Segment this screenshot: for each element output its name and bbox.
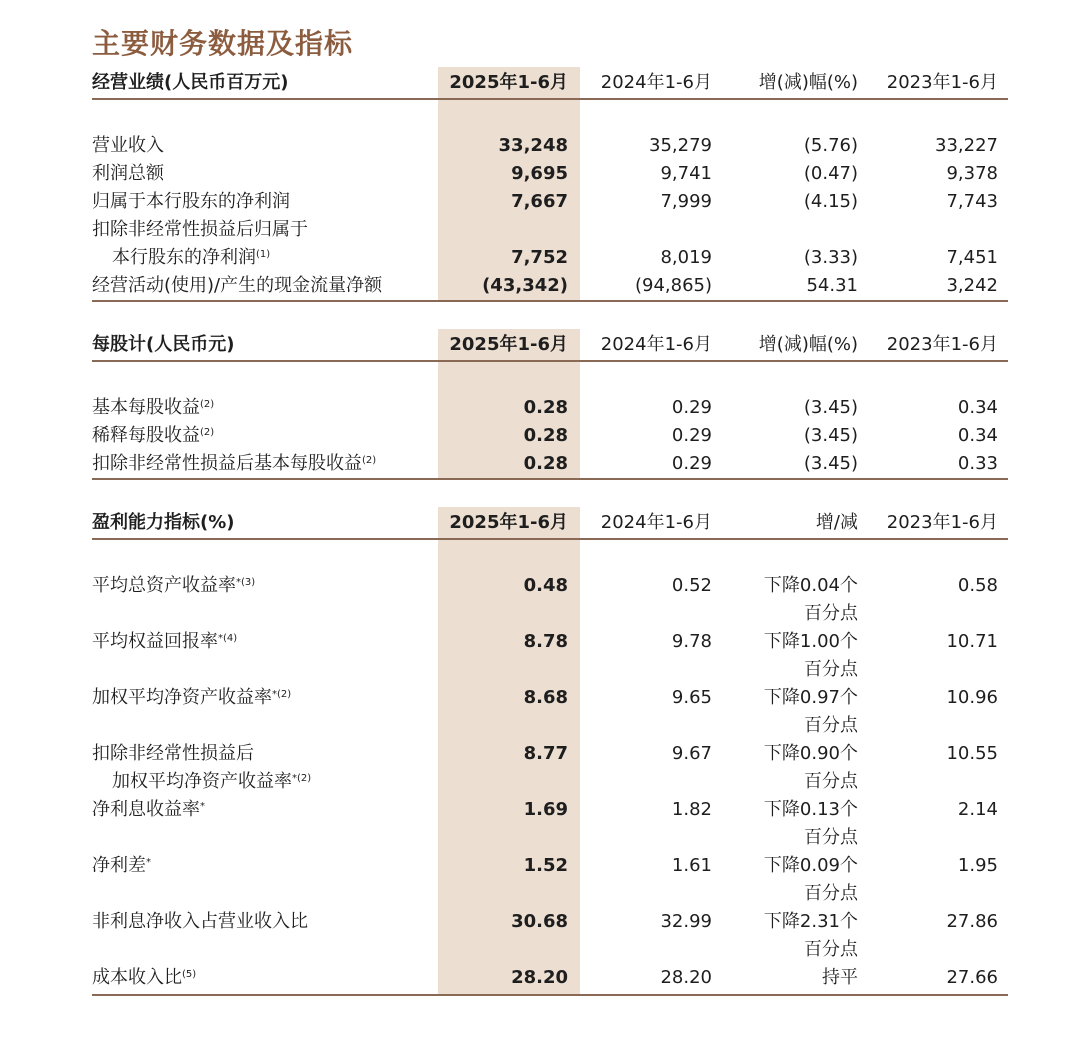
table-row <box>0 880 1080 908</box>
row-label <box>92 450 376 478</box>
value-change: (0.47) <box>803 163 858 184</box>
value-change: (4.15) <box>803 191 858 212</box>
value-change-unit: 百分点 <box>804 827 858 848</box>
value-2025: 0.28 <box>523 425 568 446</box>
row-label: 利润总额 <box>92 163 164 184</box>
value-2024: 9.78 <box>671 631 712 652</box>
header-col-2023: 2023年1-6月 <box>886 334 998 355</box>
value-2023: 9,378 <box>946 163 998 184</box>
row-label <box>92 684 291 712</box>
table-row <box>0 422 1080 450</box>
header-label: 盈利能力指标(%) <box>92 512 235 533</box>
footnote-ref: *(4) <box>218 633 238 644</box>
section-header-profitability <box>0 509 1080 537</box>
table-row <box>0 684 1080 712</box>
table-row <box>0 796 1080 824</box>
table-row <box>0 160 1080 188</box>
value-2025: 30.68 <box>511 911 568 932</box>
table-row <box>0 450 1080 478</box>
value-2023: 7,743 <box>946 191 998 212</box>
value-2024: 35,279 <box>649 135 712 156</box>
value-change: 下降0.04个 <box>763 575 858 596</box>
value-change: (3.45) <box>803 453 858 474</box>
value-2025: 0.28 <box>523 397 568 418</box>
row-label <box>92 852 151 880</box>
row-label <box>92 628 237 656</box>
value-change: (5.76) <box>803 135 858 156</box>
header-col-2025: 2025年1-6月 <box>449 512 568 533</box>
row-label <box>92 422 214 450</box>
value-2023: 3,242 <box>946 275 998 296</box>
row-label <box>92 964 196 992</box>
value-2025: 8.68 <box>523 687 568 708</box>
row-label-text: 基本每股收益 <box>92 397 200 418</box>
value-2025: 0.28 <box>523 453 568 474</box>
value-change-unit: 百分点 <box>804 659 858 680</box>
header-col-2023: 2023年1-6月 <box>886 512 998 533</box>
row-label <box>92 394 214 422</box>
value-2023: 27.66 <box>946 967 998 988</box>
section-header-operating <box>0 69 1080 97</box>
header-label: 经营业绩(人民币百万元) <box>92 72 289 93</box>
footnote-ref: (2) <box>200 427 215 438</box>
footnote-ref: *(3) <box>236 577 256 588</box>
row-label-text: 净利息收益率 <box>92 799 200 820</box>
row-label-text: 成本收入比 <box>92 967 182 988</box>
footnote-ref: * <box>146 857 151 868</box>
header-col-2025: 2025年1-6月 <box>449 334 568 355</box>
table-row <box>0 600 1080 628</box>
table-row <box>0 244 1080 272</box>
value-2024: 7,999 <box>660 191 712 212</box>
value-2023: 0.33 <box>957 453 998 474</box>
table-row <box>0 852 1080 880</box>
row-label-text: 稀释每股收益 <box>92 425 200 446</box>
value-2024: 0.52 <box>671 575 712 596</box>
value-2024: 28.20 <box>660 967 712 988</box>
row-label-text: 平均总资产收益率 <box>92 575 236 596</box>
value-2025: 1.52 <box>523 855 568 876</box>
table-row <box>0 272 1080 300</box>
value-2023: 27.86 <box>946 911 998 932</box>
value-2024: 1.82 <box>671 799 712 820</box>
value-2023: 7,451 <box>946 247 998 268</box>
table-row <box>0 394 1080 422</box>
value-2023: 0.34 <box>957 425 998 446</box>
footnote-ref: *(2) <box>292 773 312 784</box>
table-row <box>0 188 1080 216</box>
row-label: 非利息净收入占营业收入比 <box>92 911 308 932</box>
value-change-unit: 百分点 <box>804 883 858 904</box>
value-2023: 1.95 <box>957 855 998 876</box>
row-label-text: 加权平均净资产收益率 <box>92 687 272 708</box>
value-2025: 7,667 <box>511 191 568 212</box>
section-divider <box>92 478 1008 480</box>
value-2024: 9.65 <box>671 687 712 708</box>
row-label-text: 本行股东的净利润 <box>112 247 256 268</box>
value-change: (3.45) <box>803 397 858 418</box>
value-2025: (43,342) <box>482 275 568 296</box>
value-2023: 10.55 <box>946 743 998 764</box>
header-label: 每股计(人民币元) <box>92 334 235 355</box>
header-col-2025: 2025年1-6月 <box>449 72 568 93</box>
value-change: 下降0.13个 <box>763 799 858 820</box>
row-label-text: 扣除非经常性损益后基本每股收益 <box>92 453 362 474</box>
value-2025: 8.77 <box>523 743 568 764</box>
header-col-change: 增(减)幅(%) <box>758 334 858 355</box>
footnote-ref: * <box>200 801 205 812</box>
row-label: 营业收入 <box>92 135 164 156</box>
value-2023: 2.14 <box>957 799 998 820</box>
value-2023: 33,227 <box>935 135 998 156</box>
value-change: 下降0.09个 <box>763 855 858 876</box>
table-row <box>0 132 1080 160</box>
row-label <box>92 572 255 600</box>
row-label: 扣除非经常性损益后 <box>92 743 254 764</box>
row-label: 扣除非经常性损益后归属于 <box>92 219 308 240</box>
value-change-unit: 百分点 <box>804 603 858 624</box>
value-2025: 9,695 <box>511 163 568 184</box>
row-label: 经营活动(使用)/产生的现金流量净额 <box>92 275 383 296</box>
header-col-change: 增/减 <box>815 512 858 533</box>
value-2025: 33,248 <box>498 135 568 156</box>
value-change: 下降0.90个 <box>763 743 858 764</box>
value-change: 下降1.00个 <box>763 631 858 652</box>
value-2024: 0.29 <box>671 453 712 474</box>
value-change-unit: 百分点 <box>804 771 858 792</box>
section-header-per-share <box>0 331 1080 359</box>
row-label-text: 加权平均净资产收益率 <box>112 771 292 792</box>
header-col-2024: 2024年1-6月 <box>600 334 712 355</box>
table-row <box>0 628 1080 656</box>
header-col-2024: 2024年1-6月 <box>600 512 712 533</box>
row-label-text: 净利差 <box>92 855 146 876</box>
footnote-ref: (2) <box>200 399 215 410</box>
table-row <box>0 740 1080 768</box>
footnote-ref: *(2) <box>272 689 292 700</box>
value-change: 下降0.97个 <box>763 687 858 708</box>
row-label-text: 平均权益回报率 <box>92 631 218 652</box>
footnote-ref: (1) <box>256 249 271 260</box>
value-change: (3.33) <box>803 247 858 268</box>
value-change: 54.31 <box>806 275 858 296</box>
value-2025: 28.20 <box>511 967 568 988</box>
footnote-ref: (2) <box>362 455 377 466</box>
row-label <box>112 768 311 796</box>
value-2025: 1.69 <box>523 799 568 820</box>
table-row <box>0 964 1080 992</box>
value-2025: 7,752 <box>511 247 568 268</box>
value-2025: 8.78 <box>523 631 568 652</box>
section-divider <box>92 994 1008 996</box>
header-divider <box>92 360 1008 362</box>
value-2023: 10.96 <box>946 687 998 708</box>
table-row <box>0 908 1080 936</box>
table-row <box>0 712 1080 740</box>
table-row <box>0 768 1080 796</box>
value-2023: 0.58 <box>957 575 998 596</box>
footnote-ref: (5) <box>182 969 197 980</box>
section-divider <box>92 300 1008 302</box>
row-label <box>112 244 270 272</box>
table-row <box>0 572 1080 600</box>
value-change-unit: 百分点 <box>804 939 858 960</box>
value-2024: 32.99 <box>660 911 712 932</box>
table-row <box>0 216 1080 244</box>
value-2023: 10.71 <box>946 631 998 652</box>
value-2024: (94,865) <box>634 275 712 296</box>
value-2024: 0.29 <box>671 397 712 418</box>
value-2024: 9.67 <box>671 743 712 764</box>
value-2024: 9,741 <box>660 163 712 184</box>
value-2024: 0.29 <box>671 425 712 446</box>
value-2024: 1.61 <box>671 855 712 876</box>
row-label: 归属于本行股东的净利润 <box>92 191 290 212</box>
header-col-2024: 2024年1-6月 <box>600 72 712 93</box>
table-row <box>0 656 1080 684</box>
value-change: 持平 <box>822 967 858 988</box>
header-col-2023: 2023年1-6月 <box>886 72 998 93</box>
value-2024: 8,019 <box>660 247 712 268</box>
header-col-change: 增(减)幅(%) <box>758 72 858 93</box>
value-change-unit: 百分点 <box>804 715 858 736</box>
row-label <box>92 796 205 824</box>
value-2025: 0.48 <box>523 575 568 596</box>
value-2023: 0.34 <box>957 397 998 418</box>
table-row <box>0 936 1080 964</box>
value-change: 下降2.31个 <box>763 911 858 932</box>
header-divider <box>92 538 1008 540</box>
page-title: 主要财务数据及指标 <box>92 27 354 60</box>
table-row <box>0 824 1080 852</box>
value-change: (3.45) <box>803 425 858 446</box>
header-divider <box>92 98 1008 100</box>
